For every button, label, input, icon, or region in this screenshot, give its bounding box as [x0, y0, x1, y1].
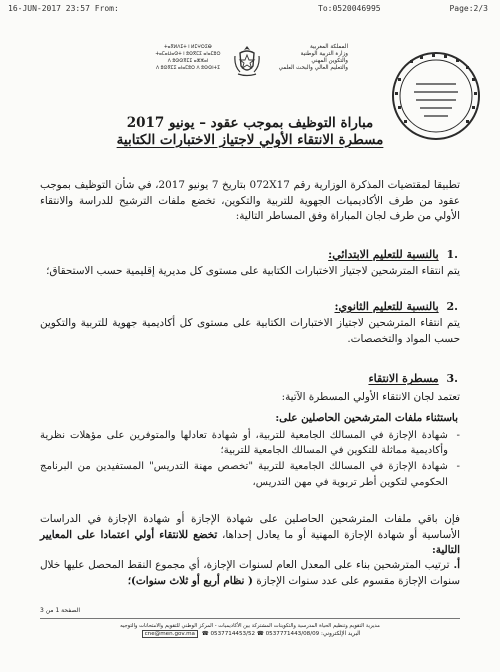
section-3-text: تعتمد لجان الانتقاء الأولي المسطرة الآتية: — [281, 391, 460, 403]
footer-email-label: البريد الإلكتروني: — [321, 631, 361, 637]
criteria-intro-bold: تخضع للانتقاء أولي اعتمادا على المعايير التالية: — [40, 528, 460, 557]
section-3-heading — [368, 372, 458, 385]
section-label: مسطرة الانتقاء — [368, 372, 439, 385]
header-arabic-line: وزارة التربية الوطنية — [300, 51, 348, 57]
title-line-2: مسطرة الانتقاء الأولي لاجتياز الاختبارات الكتابية — [116, 132, 384, 148]
section-label: بالنسبة للتعليم الابتدائي: — [328, 248, 439, 261]
footer-page-label: الصفحة 1 من 3 — [40, 607, 80, 614]
header-tifinagh-line: ⵜⴰⴳⵍⴷⵉⵜ ⵏ ⵍⵎⵖⵔⵉⴱ — [164, 45, 212, 50]
header-arabic-line: المملكة المغربية — [310, 44, 348, 50]
fax-page-number: Page:2/3 — [449, 4, 488, 13]
section-1-heading — [328, 248, 458, 261]
footer-email[interactable]: cne@men.gov.ma — [142, 630, 198, 638]
footer-fax: 0537714453/52 — [210, 631, 256, 637]
section-number: .3 — [446, 372, 458, 385]
document-title — [40, 115, 460, 149]
royal-crest-icon — [232, 44, 262, 78]
ministry-header-tifinagh — [150, 44, 226, 72]
list-item — [40, 428, 460, 458]
fax-recipient: To:0520046995 — [318, 4, 381, 13]
criterion-text: ترتيب المترشحين بناء على المعدل العام لسنوات الإجازة، أي مجموع النقط المحصل عليها خلال سنوات الإجازة مقسوم على عدد سنوات الإجازة — [40, 559, 460, 587]
title-line-1: مباراة التوظيف بموجب عقود – يونيو 2017 — [126, 115, 374, 131]
ministry-header-arabic — [270, 44, 348, 72]
fax-icon: ☎ — [201, 631, 209, 637]
bullet-dash-icon: - — [456, 461, 460, 473]
fax-timestamp: 16-JUN-2017 23:57 From: — [8, 4, 119, 13]
footer-phone: 0537771443/08/09 — [265, 631, 320, 637]
section-2-text: يتم انتقاء المترشحين لاجتياز الاختبارات الكتابية على مستوى كل أكاديمية جهوية للتربية والتكوين حسب المواد والتخصصات. — [40, 317, 460, 345]
bullet-dash-icon: - — [456, 430, 460, 441]
criterion-a-paragraph — [40, 558, 460, 589]
header-arabic-line: والتعليم العالي والبحث العلمي — [278, 65, 348, 71]
section-1-text: يتم انتقاء المترشحين لاجتياز الاختبارات الكتابية على مستوى كل مديرية إقليمية حسب الاستحقاق؛ — [46, 265, 460, 277]
section-label: بالنسبة للتعليم الثانوي: — [334, 300, 439, 313]
criterion-letter: أ. — [453, 559, 460, 571]
phone-icon: ☎ — [256, 631, 264, 637]
header-tifinagh-line: ⴷ ⵓⵙⴳⵎⵉ ⴰⵏⴰⵎⵓⵔ ⴷ ⵓⵙⵙⵏⵜⵉ — [156, 66, 220, 71]
footer-contact — [40, 630, 460, 638]
header-arabic-line: والتكوين المهني — [311, 58, 348, 64]
list-item — [40, 459, 460, 489]
section-number: .2 — [446, 300, 458, 313]
list-item-text: شهادة الإجازة في المسالك الجامعية للتربية "تخصص مهنة التدريس" المستفيدين من البرنامج الحكومي لتكوين أطر تربوية في مهن التدريس، — [40, 461, 448, 488]
document-footer — [40, 607, 460, 638]
criterion-bold: ( نظام أربع أو ثلاث سنوات)؛ — [127, 574, 253, 587]
criteria-intro-text: فإن باقي ملفات المترشحين الحاصلين على شهادة الإجازة أو شهادة الإجازة في الدراسات الأساسية أو شهادة الإجازة المهنية أو ما يعادل إحداها، — [40, 513, 460, 541]
footer-address: مديرية التقويم وتنظيم الحياة المدرسية والتكوينات المشتركة بين الأكاديميات - المركز الوطني للتقويم والامتحانات والتوجيه — [120, 623, 380, 629]
list-item-text: شهادة الإجازة في المسالك الجامعية للتربية، أو شهادة تعادلها والمتوفرين على مؤهلات نظرية وأكاديمية مماثلة للتكوين في المسالك الجامعية للتربية؛ — [40, 430, 448, 457]
header-tifinagh-line: ⴷ ⵓⵙⵙⴳⵎⵉ ⴰⵣⵣⴰⵏ — [167, 59, 209, 64]
fax-header-line — [0, 2, 500, 16]
header-tifinagh-line: ⵜⴰⵎⴰⵡⴰⵙⵜ ⵏ ⵓⵙⴳⵎⵉ ⴰⵏⴰⵎⵓⵔ — [155, 52, 221, 57]
section-2-heading — [334, 300, 458, 313]
exception-list — [40, 428, 460, 491]
exception-label: باستثناء ملفات المترشحين الحاصلين على: — [275, 412, 458, 424]
section-number: .1 — [446, 248, 458, 261]
intro-paragraph: تطبيقا لمقتضيات المذكرة الوزارية رقم 072X17 بتاريخ 7 يونيو 2017، في شأن التوظيف بموجب عقود من طرف الأكاديميات الجهوية للتربية والتكوين، تخضع ملفات الترشيح للدراسة والانتقاء الأولي من طرف لجان المباراة وفق المساطر التالية: — [40, 179, 461, 223]
criteria-intro-paragraph — [40, 512, 460, 559]
